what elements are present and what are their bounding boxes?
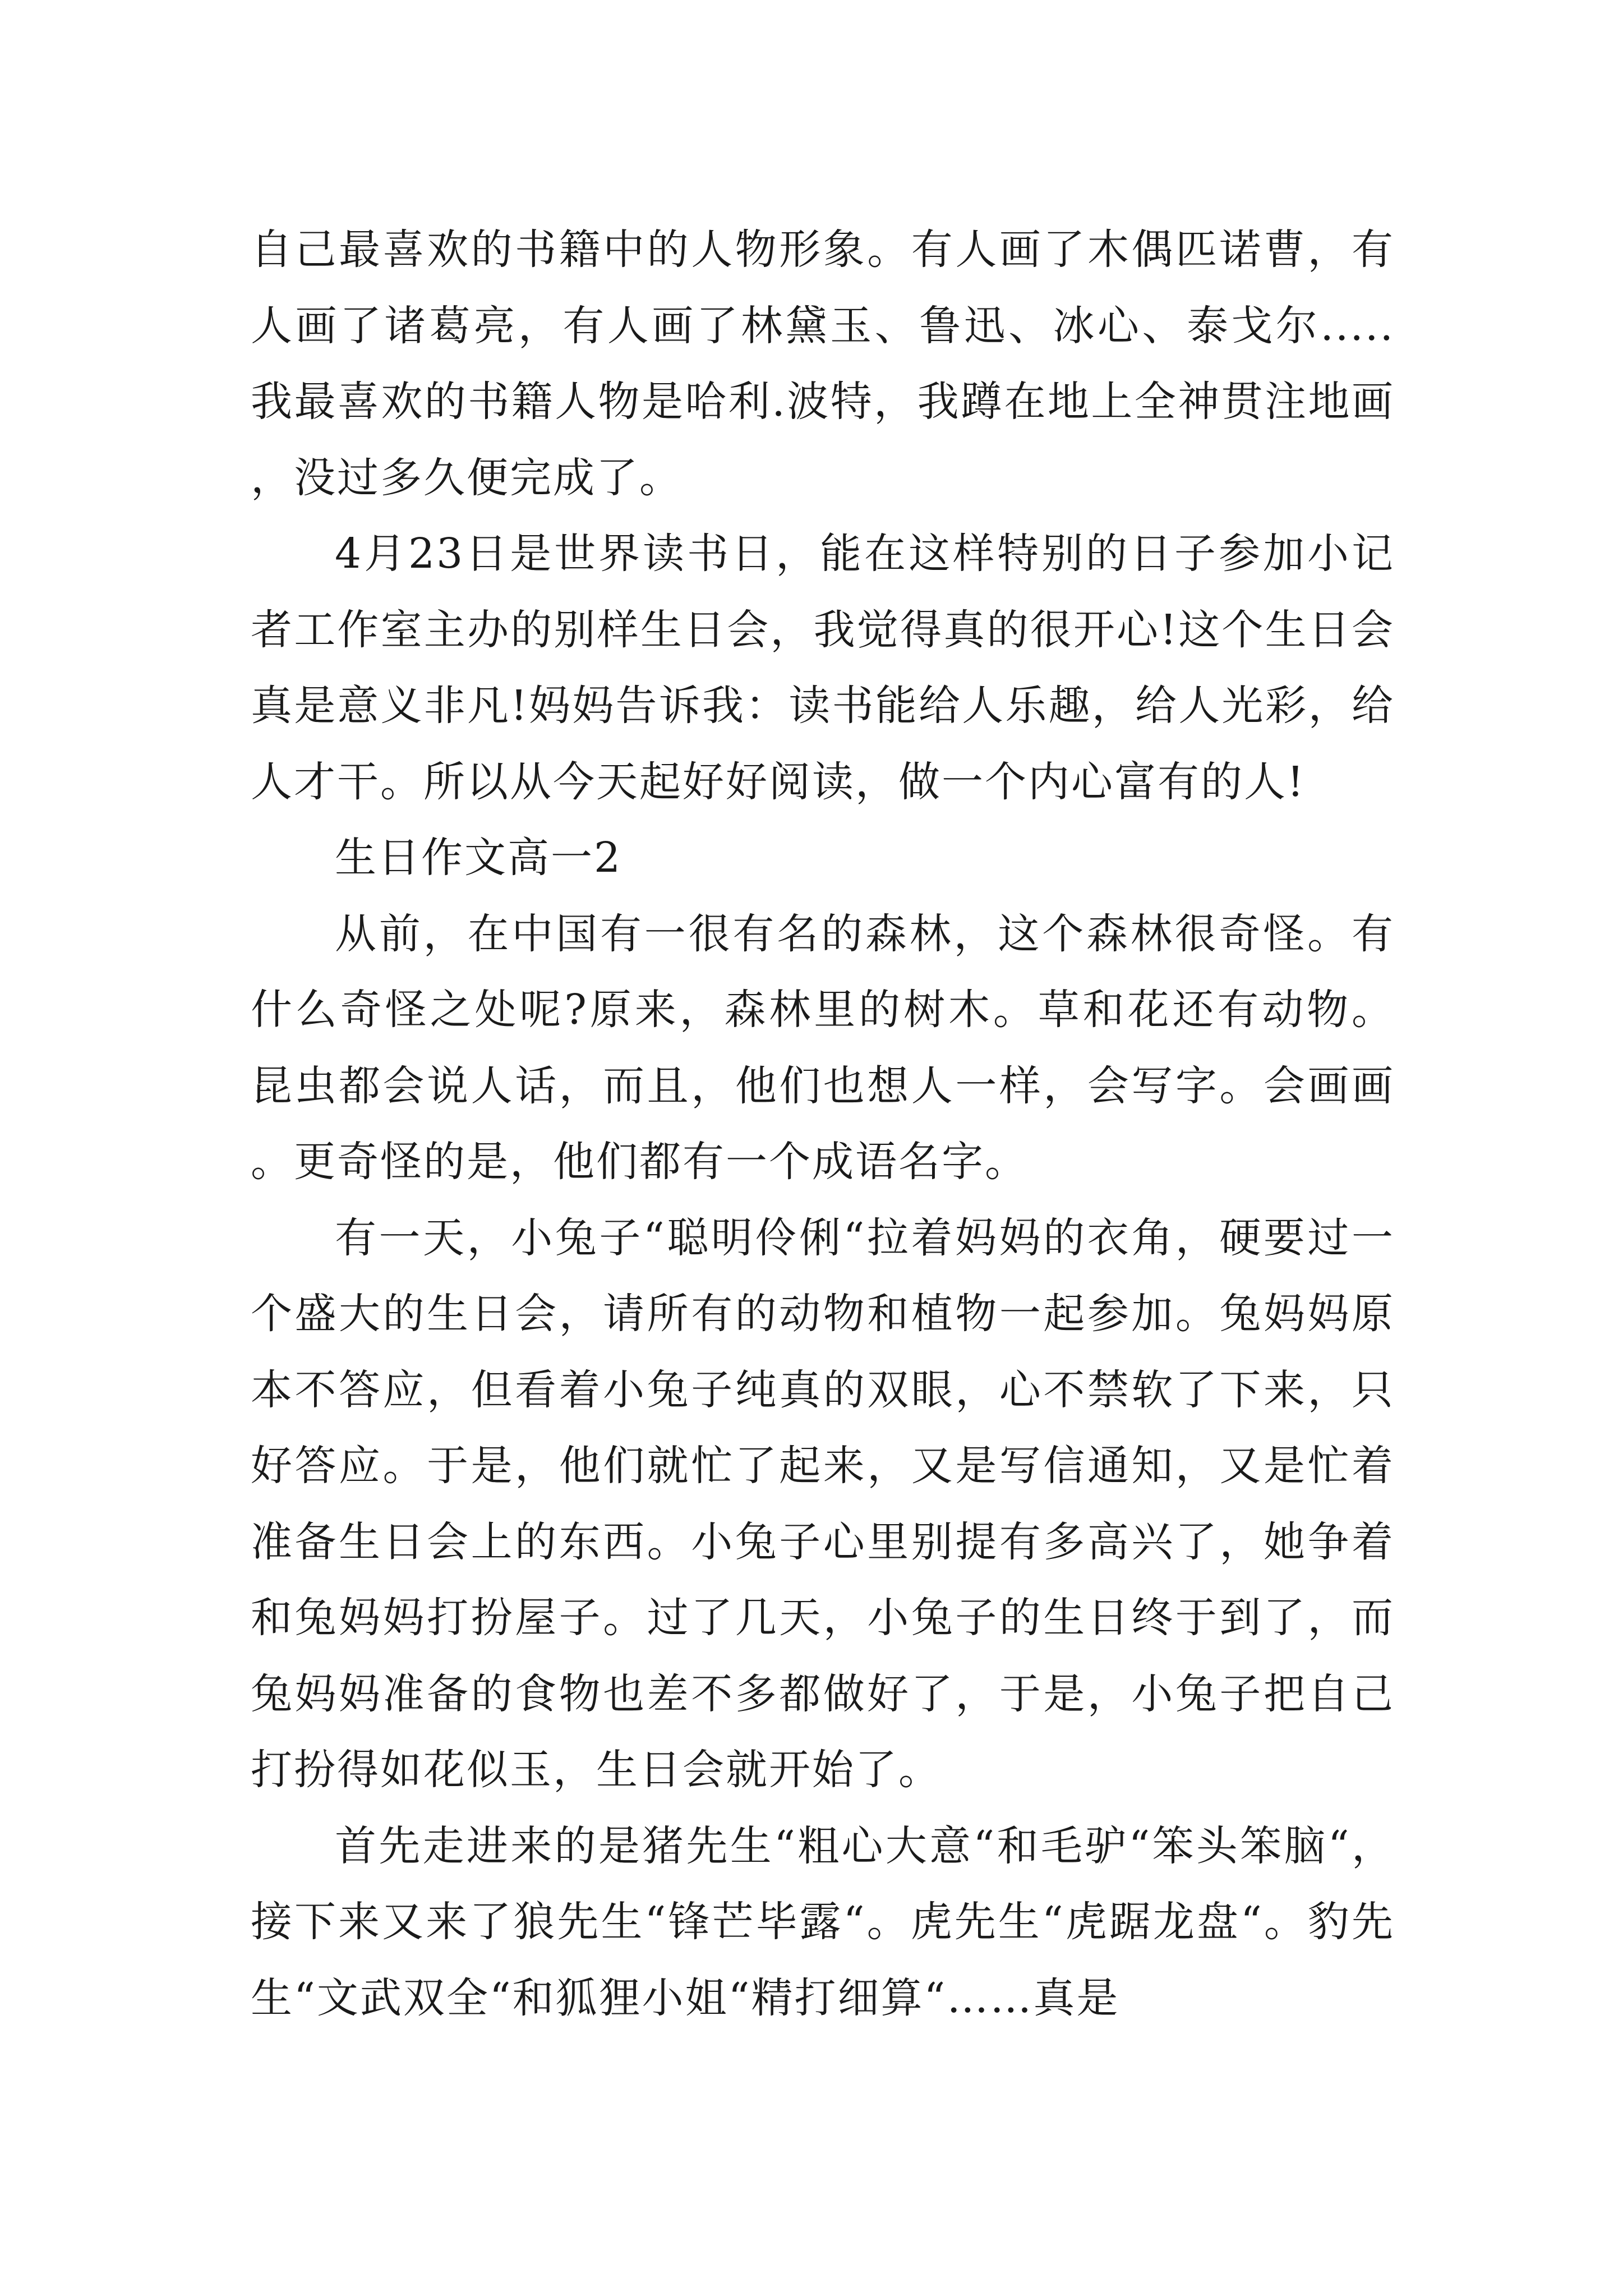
document-body [251,212,1395,2036]
section-heading: 生日作文高一2 [335,834,623,882]
paragraph-forest: 从前，在中国有一很有名的森林，这个森林很奇怪。有什么奇怪之处呢?原来，森林里的树木。草和花还有动物。昆虫都会说人话，而且，他们也想人一样，会写字。会画画。更奇怪的是，他们都有一个成语名字。 [251,909,1395,1186]
paragraph-reading-day: 4月23日是世界读书日，能在这样特别的日子参加小记者工作室主办的别样生日会，我觉得真的很开心!这个生日会真是意义非凡!妈妈告诉我：读书能给人乐趣，给人光彩，给人才干。所以从今天起好好阅读，做一个内心富有的人! [251,530,1395,806]
paragraph-guests: 首先走进来的是猪先生“粗心大意“和毛驴“笨头笨脑“，接下来又来了狼先生“锋芒毕露“。虎先生“虎踞龙盘“。豹先生“文武双全“和狐狸小姐“精打细算“……真是 [251,1821,1395,2022]
paragraph-continuation: 自己最喜欢的书籍中的人物形象。有人画了木偶匹诺曹，有人画了诸葛亮，有人画了林黛玉、鲁迅、冰心、泰戈尔.....我最喜欢的书籍人物是哈利.波特，我蹲在地上全神贯注地画，没过多久便完成了。 [251,226,1395,502]
paragraph-rabbit-birthday: 有一天，小兔子“聪明伶俐“拉着妈妈的衣角，硬要过一个盛大的生日会，请所有的动物和植物一起参加。兔妈妈原本不答应，但看着小兔子纯真的双眼，心不禁软了下来，只好答应。于是，他们就忙了起来，又是写信通知，又是忙着准备生日会上的东西。小兔子心里别提有多高兴了，她争着和兔妈妈打扮屋子。过了几天，小兔子的生日终于到了，而兔妈妈准备的食物也差不多都做好了，于是，小兔子把自己打扮得如花似玉，生日会就开始了。 [251,1213,1395,1794]
